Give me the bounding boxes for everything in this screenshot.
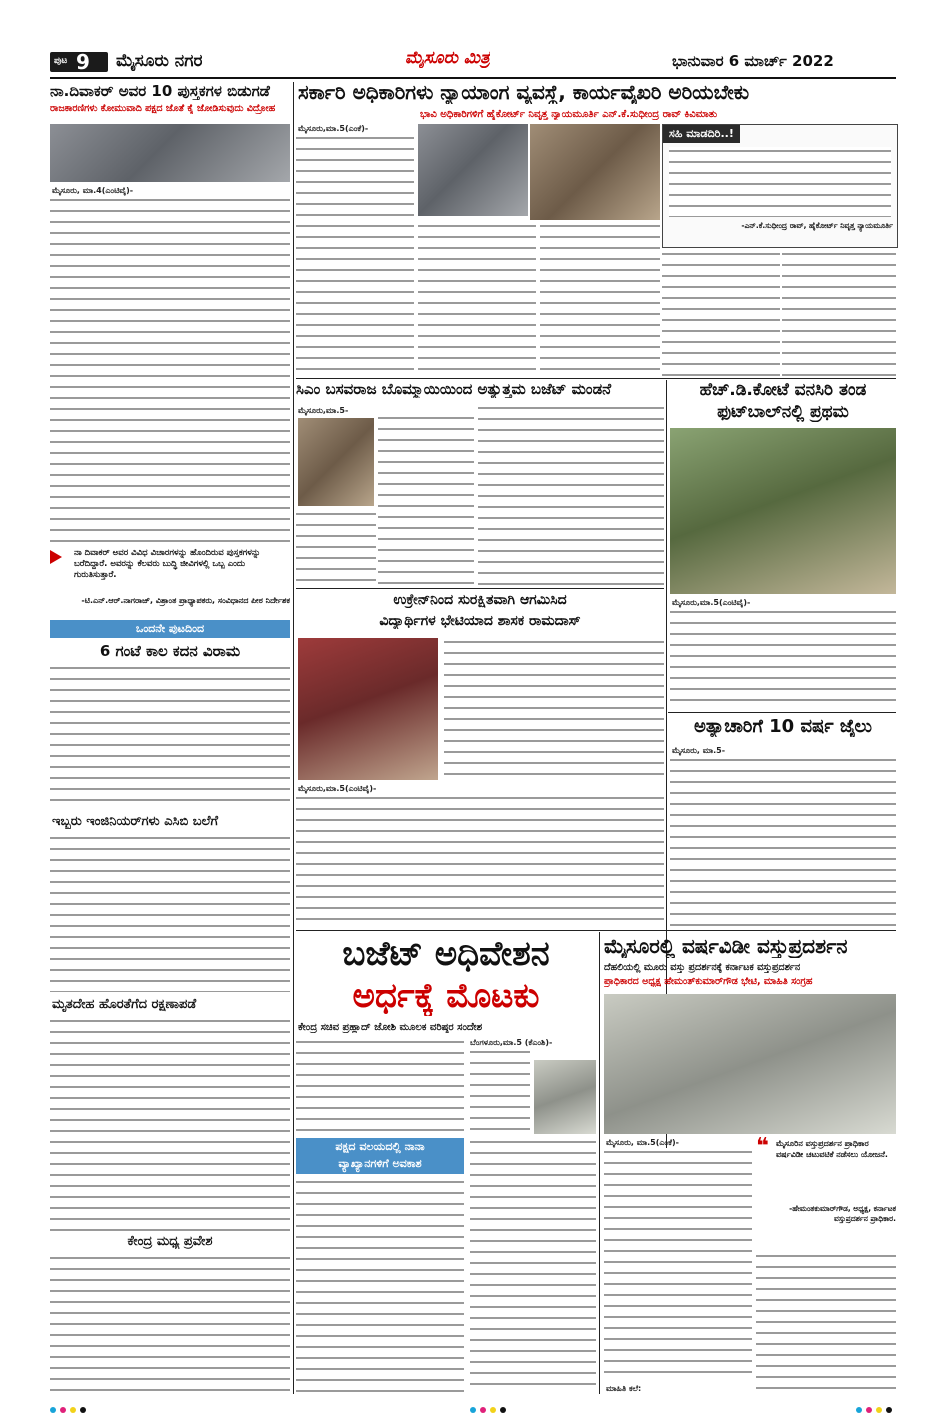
expo-body-b — [756, 1252, 896, 1394]
expo-photo-credit: ಮಾಹಿತಿ ಕಲೆ: — [606, 1384, 642, 1393]
jail-dateline: ಮೈಸೂರು, ಮಾ.5- — [672, 746, 726, 755]
book-release-photo — [50, 124, 290, 182]
page-label: ಪುಟ — [54, 56, 68, 66]
lead-dateline: ಮೈಸೂರು,ಮಾ.5(ಎಂಕೆ)- — [298, 124, 369, 133]
expo-subhead-2: ಪ್ರಾಧಿಕಾರದ ಅಧ್ಯಕ್ಷ ಹೇಮಂತ್‌ಕುಮಾರ್‌ಗೌಡ ಭೇಟಿ, ಮಾಹಿತಿ ಸಂಗ್ರಹ — [604, 976, 813, 987]
minister-photo — [534, 1060, 596, 1134]
budget-body-a — [378, 414, 474, 586]
football-headline-1: ಹೆಚ್.ಡಿ.ಕೋಟೆ ವನಸಿರಿ ತಂಡ — [699, 380, 867, 400]
black-dot-icon — [500, 1407, 506, 1413]
col1-subhead: ರಾಜಕಾರಣಿಗಳು ಕೋಮುವಾದಿ ಪಕ್ಷದ ಜೊತೆ ಕೈ ಜೋಡಿಸುವುದು ವಿದ್ರೋಹ — [50, 103, 276, 114]
session-subhead: ಕೇಂದ್ರ ಸಚಿವ ಪ್ರಹ್ಲಾದ್ ಜೋಶಿ ಮೂಲಕ ವರಿಷ್ಠರ ಸಂದೇಶ — [298, 1022, 483, 1033]
session-headline-1: ಬಜೆಟ್ ಅಧಿವೇಶನ — [342, 934, 550, 974]
session-box — [296, 1138, 464, 1174]
yellow-dot-icon — [876, 1407, 882, 1413]
paper-name: ಮೈಸೂರು ಮಿತ್ರ — [405, 48, 490, 68]
side-box-credit: -ಎನ್.ಕೆ.ಸುಧೀಂದ್ರ ರಾವ್, ಹೈಕೋರ್ಟ್ ನಿವೃತ್ತ ನ್ಯಾಯಮೂರ್ತಿ — [741, 221, 893, 230]
side-box-title: ಸಹಿ ಮಾಡದಿರಿ..! — [663, 125, 740, 143]
lead-headline: ಸರ್ಕಾರಿ ಅಧಿಕಾರಿಗಳು ನ್ಯಾಯಾಂಗ ವ್ಯವಸ್ಥೆ, ಕಾರ್ಯವೈಖರಿ ಅರಿಯಬೇಕು — [298, 80, 750, 104]
session-top-rule — [296, 930, 896, 931]
football-headline-2: ಫುಟ್‌ಬಾಲ್‌ನಲ್ಲಿ ಪ್ರಥಮ — [717, 402, 849, 422]
lead-body-col5 — [782, 250, 896, 376]
lead-body-col2 — [418, 222, 536, 376]
budget-dateline: ಮೈಸೂರು,ಮಾ.5- — [298, 406, 349, 415]
continued-tab — [50, 620, 290, 638]
lead-subhead: ಭಾವಿ ಅಧಿಕಾರಿಗಳಿಗೆ ಹೈಕೋರ್ಟ್ ನಿವೃತ್ತ ನ್ಯಾಯಮೂರ್ತಿ ಎನ್.ಕೆ.ಸುಧೀಂದ್ರ ರಾವ್ ಕಿವಿಮಾತು — [420, 109, 718, 120]
masthead-rule — [50, 77, 896, 79]
ceasefire-body — [50, 664, 290, 810]
jail-body — [670, 756, 896, 926]
magenta-dot-icon — [866, 1407, 872, 1413]
col1-headline: ನಾ.ದಿವಾಕರ್ ಅವರ 10 ಪುಸ್ತಕಗಳ ಬಿಡುಗಡೆ — [50, 82, 270, 100]
session-dateline: ಬೆಂಗಳೂರು,ಮಾ.5 (ಕೆಎಂಶಿ)- — [470, 1038, 553, 1047]
session-body-a — [296, 1038, 464, 1134]
audience-photo — [530, 124, 660, 220]
acb-body — [50, 834, 290, 992]
expo-dateline: ಮೈಸೂರು, ಮಾ.5(ಎಂಕೆ)- — [606, 1138, 679, 1147]
lead-body-col4 — [662, 250, 780, 376]
football-photo — [670, 428, 896, 594]
rescue-body — [50, 1017, 290, 1231]
yellow-dot-icon — [490, 1407, 496, 1413]
col-divider — [293, 82, 294, 1394]
color-registration-marks — [50, 1405, 896, 1415]
ukraine-headline-1: ಉಕ್ರೇನ್‌ನಿಂದ ಸುರಕ್ಷಿತವಾಗಿ ಆಗಮಿಸಿದ — [393, 592, 567, 608]
quote-mark-icon: ❝ — [756, 1134, 769, 1159]
black-dot-icon — [80, 1407, 86, 1413]
session-body-d — [470, 1138, 596, 1394]
expo-subhead-1: ದೆಹಲಿಯಲ್ಲಿ ಮೂರು ವಸ್ತು ಪ್ರದರ್ಶನಕ್ಕೆ ಕರ್ನಾಟಕ ವಸ್ತುಪ್ರದರ್ಶನ — [604, 962, 801, 973]
cyan-dot-icon — [856, 1407, 862, 1413]
football-body — [670, 608, 896, 708]
budget-headline: ಸಿಎಂ ಬಸವರಾಜ ಬೊಮ್ಮಾಯಿಯಿಂದ ಅತ್ಯುತ್ತಮ ಬಜೆಟ್ ಮಂಡನೆ — [296, 380, 612, 398]
expo-divider — [599, 932, 600, 1394]
lead-body-col3 — [540, 222, 660, 376]
expo-quote-text: ಮೈಸೂರಿನ ವಸ್ತುಪ್ರದರ್ಶನ ಪ್ರಾಧಿಕಾರ ವರ್ಷವಿಡೀ ಚಟುವಟಿಕೆ ನಡೆಸಲು ಯೋಜನೆ. — [776, 1139, 888, 1159]
session-headline-2: ಅರ್ಧಕ್ಕೆ ಮೊಟಕು — [352, 976, 540, 1016]
quote-arrow-icon — [50, 550, 62, 564]
cyan-dot-icon — [470, 1407, 476, 1413]
side-box-text — [669, 147, 891, 217]
session-box-line-2: ವ್ಯಾಖ್ಯಾನಗಳಿಗೆ ಅವಕಾಶ — [338, 1157, 422, 1170]
expo-body-a — [604, 1148, 752, 1380]
col1-story — [50, 82, 290, 114]
lead-body-col1 — [296, 134, 414, 376]
yellow-dot-icon — [70, 1407, 76, 1413]
football-bottom-rule — [668, 712, 896, 713]
expo-quote-credit: -ಹೇಮಂತಕುಮಾರ್‌ಗೌಡ, ಅಧ್ಯಕ್ಷ, ಕರ್ನಾಟಕ ವಸ್ತುಪ್ರದರ್ಶನ ಪ್ರಾಧಿಕಾರ. — [789, 1204, 896, 1223]
col1-body-text — [50, 196, 290, 546]
centre-headline: ಕೇಂದ್ರ ಮಧ್ಯ ಪ್ರವೇಶ — [127, 1234, 213, 1249]
ukraine-top-rule — [296, 588, 664, 589]
page-number: 9 — [76, 50, 90, 74]
col1-quote-box — [50, 548, 290, 612]
rescue-headline: ಮೃತದೇಹ ಹೊರತೆಗೆದ ರಕ್ಷಣಾಪಡೆ — [52, 997, 197, 1012]
ukraine-dateline: ಮೈಸೂರು,ಮಾ.5(ಎಂಟಿವೈ)- — [298, 784, 377, 793]
cm-photo — [298, 418, 374, 506]
acb-headline: ಇಬ್ಬರು ಇಂಜಿನಿಯರ್‌ಗಳು ಎಸಿಬಿ ಬಲೆಗೆ — [52, 814, 219, 829]
cyan-dot-icon — [50, 1407, 56, 1413]
black-dot-icon — [886, 1407, 892, 1413]
expo-headline: ಮೈಸೂರಲ್ಲಿ ವರ್ಷವಿಡೀ ವಸ್ತುಪ್ರದರ್ಶನ — [604, 934, 848, 958]
col1-dateline: ಮೈಸೂರು, ಮಾ.4(ಎಂಟಿವೈ)- — [52, 186, 134, 195]
continued-tab-label: ಒಂದನೇ ಪುಟದಿಂದ — [135, 622, 205, 635]
budget-body-b — [296, 510, 376, 586]
col1-quote-credit: -ಟಿ.ಎನ್.ಆರ್.ನಾಗರಾಜ್, ವಿಶ್ರಾಂತ ಪ್ರಾಧ್ಯಾಪಕರು, ಸಂವಿಧಾನದ ಪೀಠ ನಿರ್ದೇಶಕ — [81, 596, 290, 605]
ukraine-body-b — [296, 794, 664, 926]
page-number-badge — [50, 52, 108, 72]
ukraine-headline-2: ವಿದ್ಯಾರ್ಥಿಗಳ ಭೇಟಿಯಾದ ಶಾಸಕ ರಾಮದಾಸ್ — [379, 613, 581, 629]
jail-headline: ಅತ್ಯಾಚಾರಿಗೆ 10 ವರ್ಷ ಜೈಲು — [694, 716, 872, 737]
expo-photo — [604, 994, 896, 1134]
side-box — [662, 124, 898, 248]
ukraine-photo — [298, 638, 438, 780]
ceasefire-headline: 6 ಗಂಟೆ ಕಾಲ ಕದನ ವಿರಾಮ — [99, 642, 241, 660]
lead-bottom-rule — [296, 378, 896, 379]
expo-quote-box — [756, 1134, 896, 1248]
football-dateline: ಮೈಸೂರು,ಮಾ.5(ಎಂಟಿವೈ)- — [672, 598, 751, 607]
session-body-c — [296, 1178, 464, 1394]
budget-body-c — [478, 404, 664, 586]
centre-body — [50, 1254, 290, 1394]
magenta-dot-icon — [480, 1407, 486, 1413]
section-title: ಮೈಸೂರು ನಗರ — [116, 51, 203, 71]
session-body-b — [470, 1048, 530, 1134]
judge-photo — [418, 124, 528, 216]
col1-quote-text: ನಾ ದಿವಾಕರ್ ಅವರ ವಿವಿಧ ವಿಚಾರಗಳನ್ನು ಹೊಂದಿರುವ ಪುಸ್ತಕಗಳನ್ನು ಬರೆದಿದ್ದಾರೆ. ಅವರನ್ನು ಕೆಲವರು ಬುದ್ಧಿ ಜೀವಿಗಳಲ್ಲಿ ಒಬ್ಬ ಎಂದು ಗುರುತಿಸುತ್ತಾರೆ. — [74, 548, 261, 580]
ukraine-body-a — [444, 638, 664, 780]
session-box-line-1: ಪಕ್ಷದ ವಲಯದಲ್ಲಿ ನಾನಾ — [335, 1140, 425, 1153]
magenta-dot-icon — [60, 1407, 66, 1413]
issue-date: ಭಾನುವಾರ 6 ಮಾರ್ಚ್ 2022 — [672, 52, 834, 70]
